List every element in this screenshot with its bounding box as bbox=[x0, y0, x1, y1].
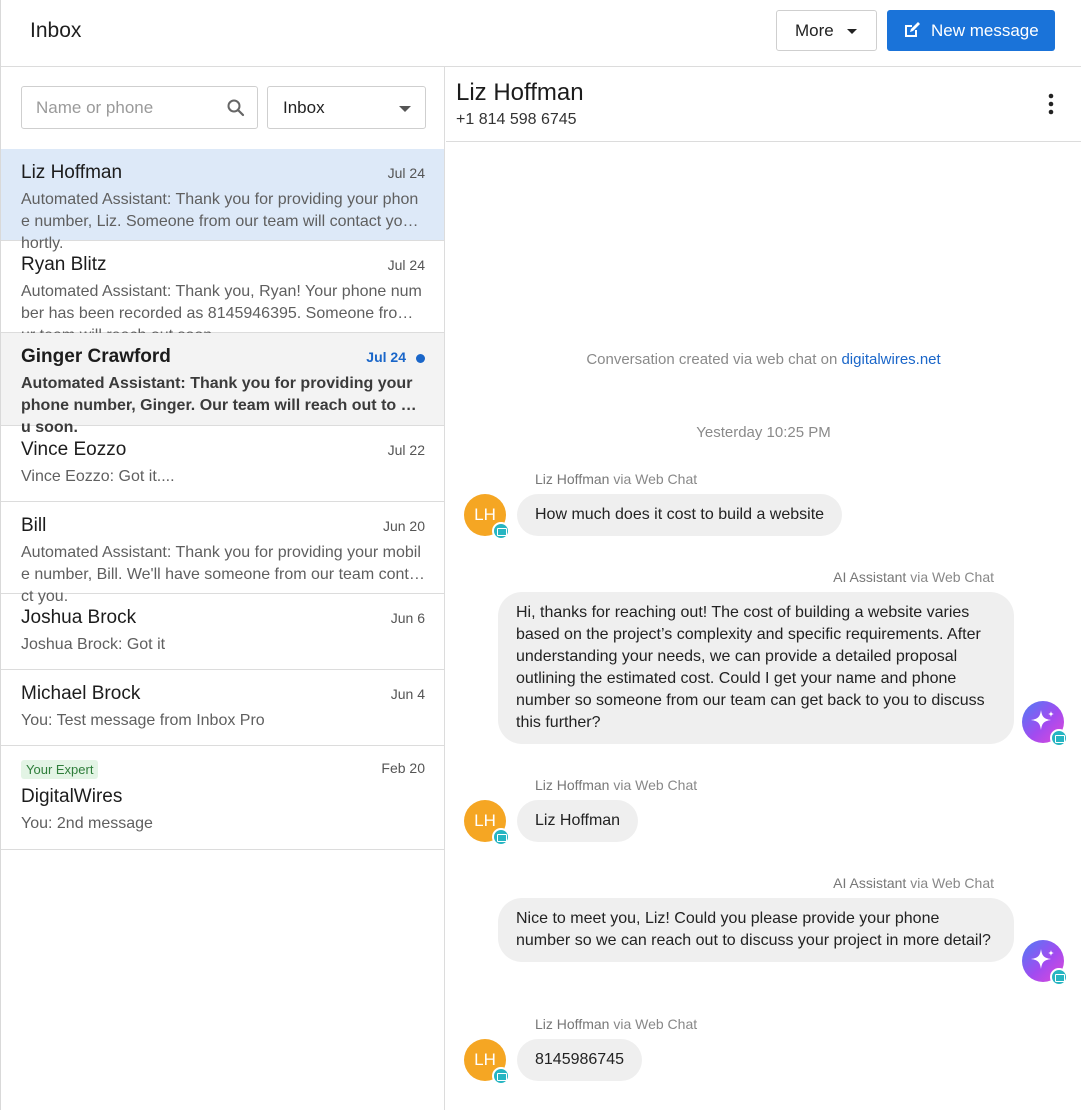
contact-phone: +1 814 598 6745 bbox=[456, 111, 577, 128]
search-input[interactable] bbox=[22, 87, 222, 128]
sender-channel: via Web Chat bbox=[613, 777, 698, 793]
conversation-pane bbox=[446, 67, 1081, 1110]
chevron-down-icon bbox=[399, 106, 411, 112]
conversation-item-digitalwires[interactable] bbox=[1, 746, 444, 850]
message-sender bbox=[535, 1016, 697, 1032]
sender-name: Liz Hoffman bbox=[535, 1016, 610, 1032]
message-sender bbox=[535, 471, 697, 487]
conversation-date: Jun 6 bbox=[390, 610, 425, 626]
conversation-created-note bbox=[446, 351, 1081, 368]
sender-name: Liz Hoffman bbox=[535, 777, 610, 793]
conversation-preview: Vince Eozzo: Got it.... bbox=[21, 468, 175, 485]
conversation-date: Jul 24 bbox=[387, 165, 425, 181]
conversation-item-bill[interactable] bbox=[1, 502, 444, 605]
message-sender bbox=[833, 569, 994, 585]
web-chat-icon bbox=[492, 828, 510, 846]
conversation-preview: Joshua Brock: Got it bbox=[21, 636, 166, 653]
conversation-date: Jul 22 bbox=[387, 442, 425, 458]
conversation-name: Vince Eozzo bbox=[21, 439, 127, 460]
message-sender bbox=[833, 875, 994, 891]
app-header bbox=[1, 0, 1081, 67]
conversation-item-vince-eozzo[interactable] bbox=[1, 426, 444, 502]
conversation-date: Jul 24 bbox=[366, 349, 406, 365]
message-bubble: How much does it cost to build a website bbox=[517, 494, 842, 536]
conversation-date: Jul 24 bbox=[387, 257, 425, 273]
sender-channel: via Web Chat bbox=[910, 875, 994, 891]
conversation-preview: Automated Assistant: Thank you for providing your mobile number, Bill. We'll have someone from our team contact you. bbox=[21, 544, 421, 605]
chevron-down-icon bbox=[847, 29, 857, 34]
conversation-name: Michael Brock bbox=[21, 683, 141, 704]
contact-name: Liz Hoffman bbox=[456, 79, 584, 106]
conversation-date: Feb 20 bbox=[381, 760, 425, 776]
page-title: Inbox bbox=[30, 19, 82, 42]
conversation-name: Ginger Crawford bbox=[21, 346, 171, 367]
conversation-name: Joshua Brock bbox=[21, 607, 137, 628]
avatar: LH bbox=[464, 1039, 506, 1081]
conversation-preview: Automated Assistant: Thank you for providing your phone number, Ginger. Our team will reach out to you soon. bbox=[21, 375, 420, 436]
expert-badge: Your Expert bbox=[21, 760, 98, 779]
conversation-name: Ryan Blitz bbox=[21, 254, 107, 275]
conversation-name: Bill bbox=[21, 515, 47, 536]
source-link[interactable]: digitalwires.net bbox=[841, 351, 941, 368]
timestamp-separator: Yesterday 10:25 PM bbox=[696, 424, 831, 441]
sender-channel: via Web Chat bbox=[910, 569, 994, 585]
compose-icon bbox=[902, 20, 922, 40]
conversation-date: Jun 20 bbox=[382, 518, 425, 534]
sender-name: AI Assistant bbox=[833, 875, 907, 891]
web-chat-icon bbox=[492, 1067, 510, 1085]
message-bubble: Hi, thanks for reaching out! The cost of building a website varies based on the project’s complexity and specific requirements. After understanding your needs, we can provide a detailed proposal outlining the estimated cost. Could I get your name and phone number so someone from our team can get back to you to discuss this further? bbox=[498, 592, 1014, 744]
avatar: LH bbox=[464, 800, 506, 842]
avatar: LH bbox=[464, 494, 506, 536]
message-bubble: 8145986745 bbox=[517, 1039, 642, 1081]
conversation-sidebar bbox=[1, 67, 445, 1110]
conversation-item-michael-brock[interactable] bbox=[1, 670, 444, 746]
new-message-button[interactable] bbox=[887, 10, 1055, 51]
conversation-item-ginger-crawford[interactable] bbox=[1, 333, 444, 436]
new-message-label: New message bbox=[931, 21, 1039, 40]
unread-dot-icon bbox=[416, 354, 425, 363]
conversation-item-ryan-blitz[interactable] bbox=[1, 241, 444, 333]
sender-channel: via Web Chat bbox=[613, 1016, 698, 1032]
more-options-icon[interactable] bbox=[1046, 93, 1056, 115]
conversation-name: DigitalWires bbox=[21, 786, 123, 807]
conversation-preview: Automated Assistant: Thank you for providing your phone number, Liz. Someone from our team will contact you shortly. bbox=[21, 191, 424, 252]
sender-channel: via Web Chat bbox=[613, 471, 698, 487]
conversation-preview: You: Test message from Inbox Pro bbox=[21, 712, 265, 729]
message-sender bbox=[535, 777, 697, 793]
search-box bbox=[21, 86, 258, 129]
web-chat-icon bbox=[1050, 968, 1068, 986]
conversation-preview: Automated Assistant: Thank you, Ryan! Your phone number has been recorded as 8145946395. Someone from o bbox=[21, 283, 424, 322]
conversation-item-liz-hoffman[interactable] bbox=[1, 149, 444, 252]
conversation-preview: You: 2nd message bbox=[21, 815, 153, 832]
sender-name: AI Assistant bbox=[833, 569, 907, 585]
created-note-text: Conversation created via web chat on bbox=[586, 351, 838, 368]
message-bubble: Nice to meet you, Liz! Could you please provide your phone number so we can reach out to discuss your project in more detail? bbox=[498, 898, 1014, 962]
sender-name: Liz Hoffman bbox=[535, 471, 610, 487]
folder-select[interactable] bbox=[267, 86, 426, 129]
contact-header bbox=[446, 67, 1081, 142]
conversation-list bbox=[1, 149, 444, 850]
web-chat-icon bbox=[492, 522, 510, 540]
message-bubble: Liz Hoffman bbox=[517, 800, 638, 842]
conversation-name: Liz Hoffman bbox=[21, 162, 123, 183]
folder-select-value: Inbox bbox=[283, 97, 325, 117]
web-chat-icon bbox=[1050, 729, 1068, 747]
search-icon[interactable] bbox=[226, 98, 246, 118]
more-button-label: More bbox=[795, 20, 834, 40]
conversation-date: Jun 4 bbox=[390, 686, 425, 702]
more-button[interactable] bbox=[776, 10, 877, 51]
conversation-item-joshua-brock[interactable] bbox=[1, 594, 444, 670]
